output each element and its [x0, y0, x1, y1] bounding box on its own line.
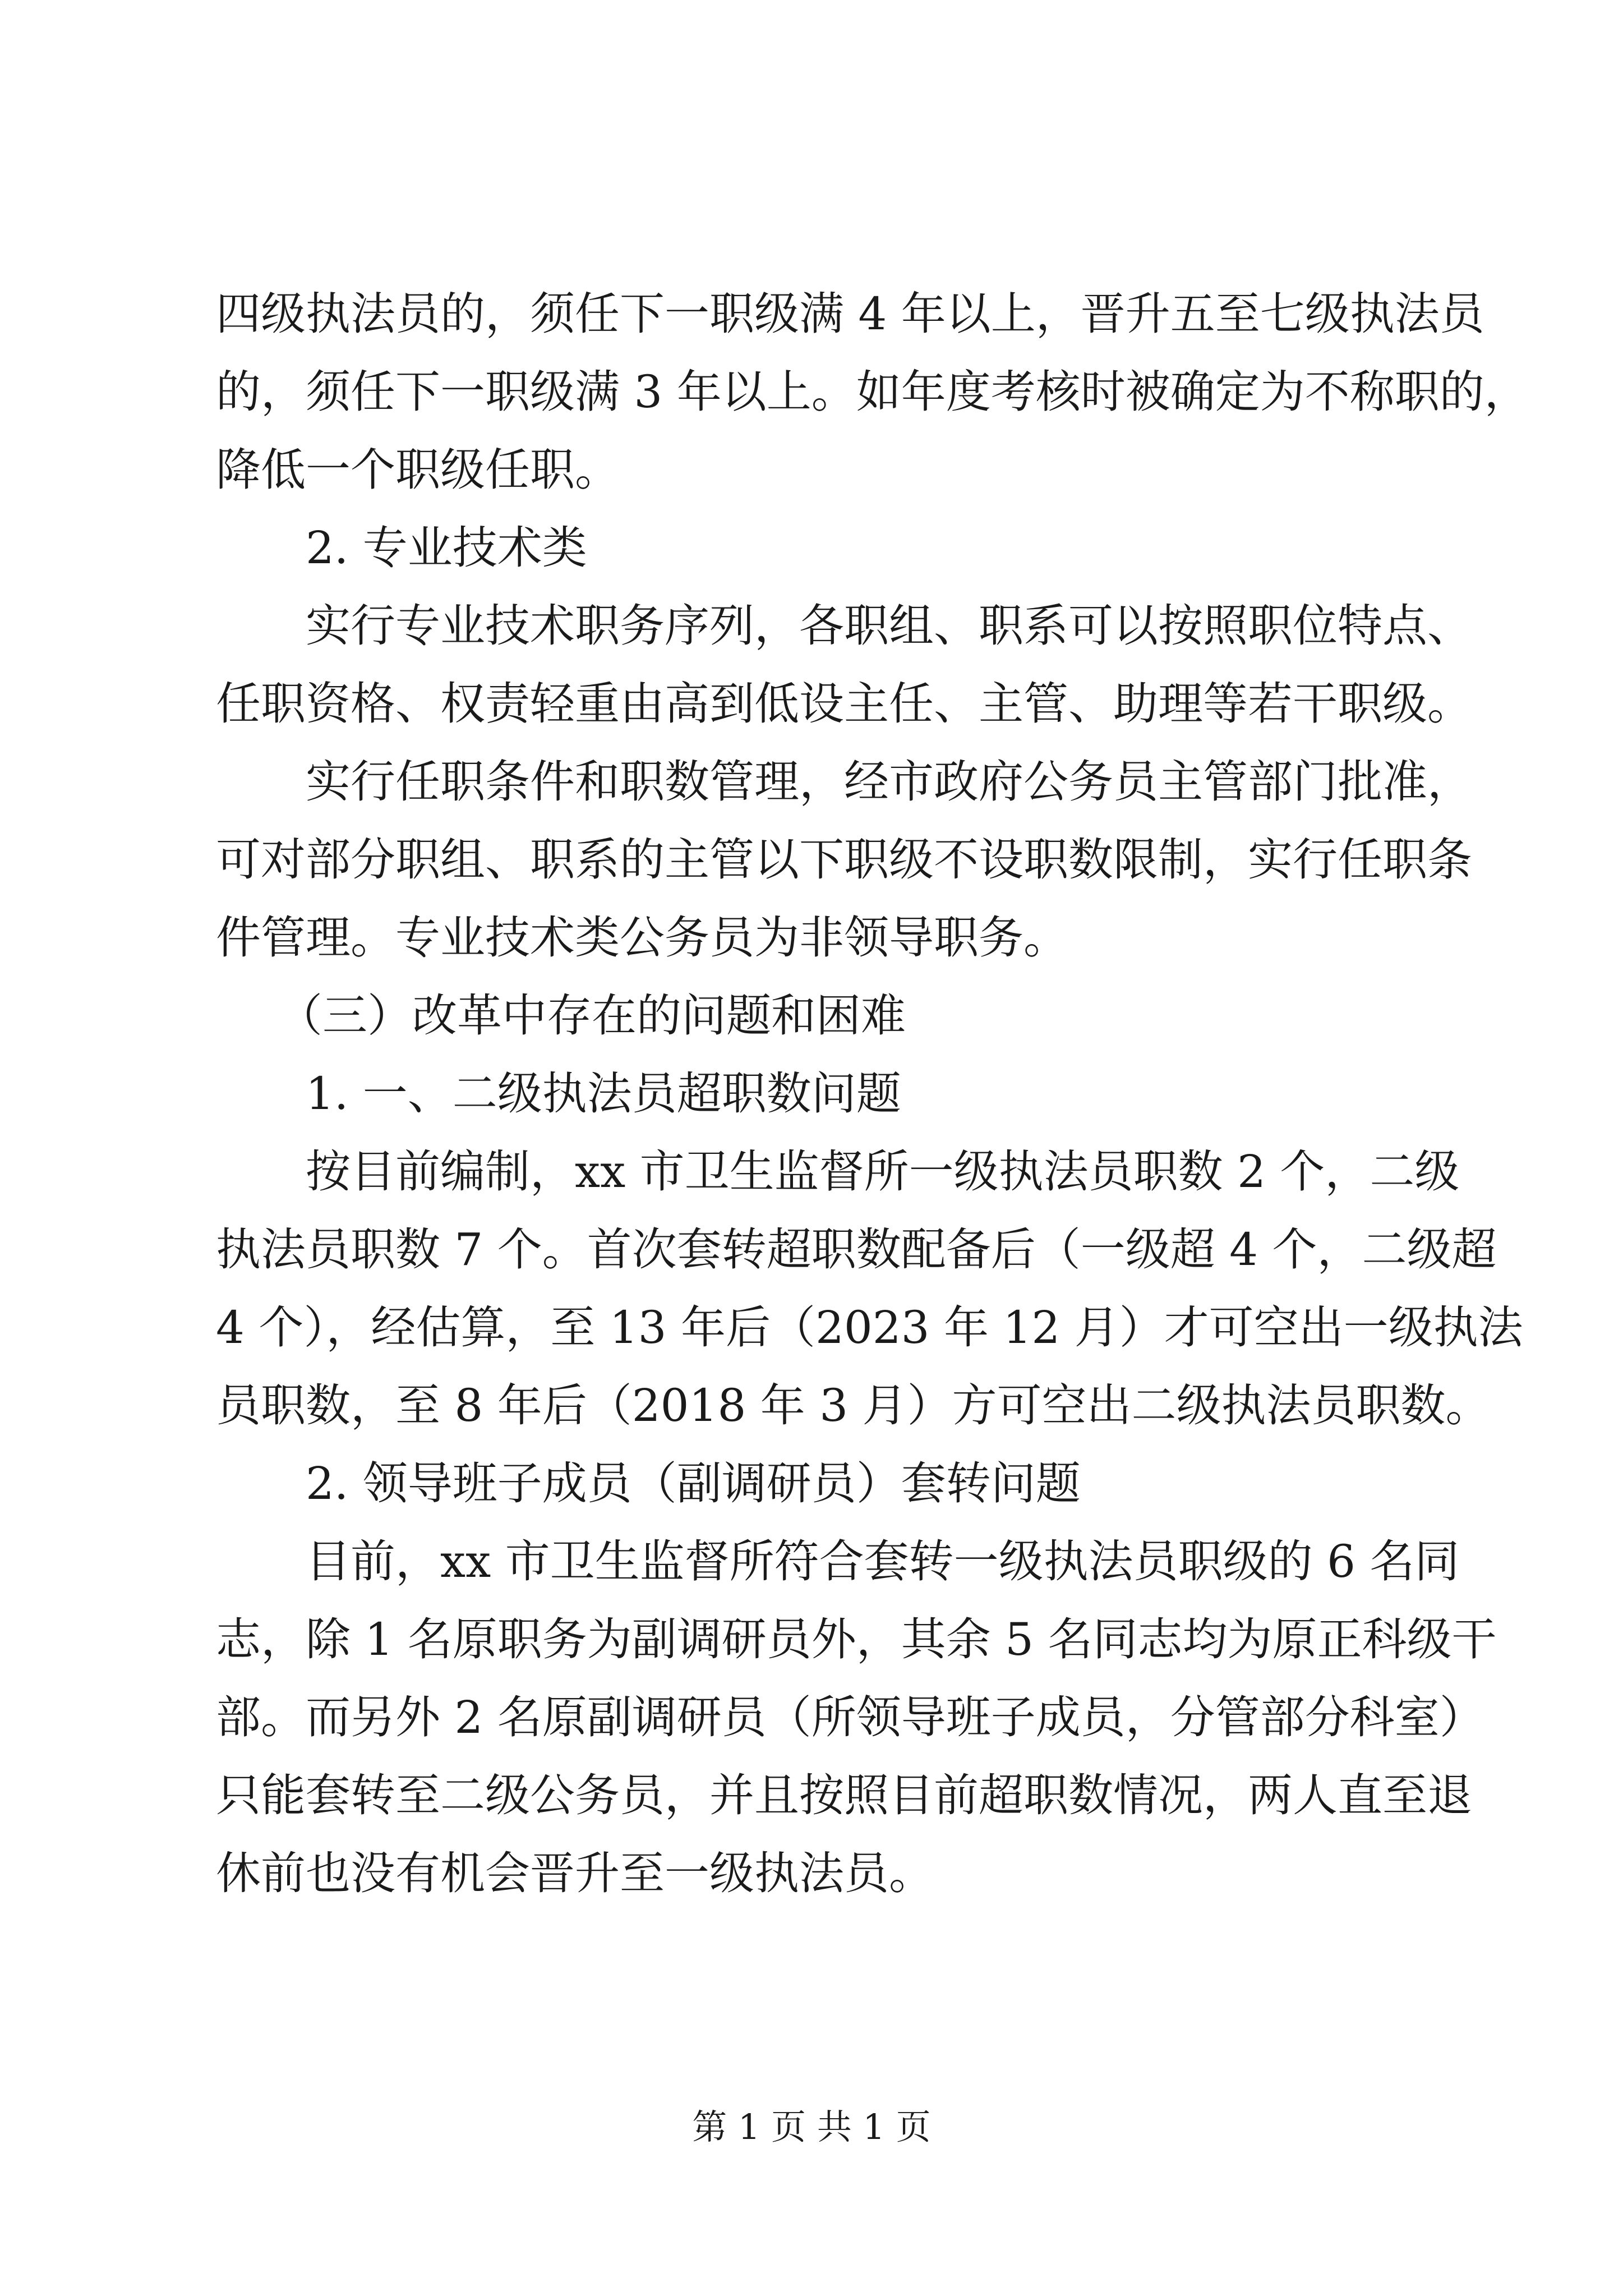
text-line: 执法员职数 7 个。首次套转超职数配备后（一级超 4 个，二级超 — [216, 1223, 1497, 1276]
text-line: 2. 专业技术类 — [306, 522, 587, 574]
paragraph-line — [216, 353, 1529, 431]
paragraph-line — [216, 743, 1472, 821]
page-number-label: 第 1 页 共 1 页 — [692, 2106, 931, 2147]
text-line: 实行任职条件和职数管理，经市政府公务员主管部门批准， — [306, 756, 1472, 808]
paragraph-line — [216, 665, 1472, 743]
paragraph-line — [216, 275, 1484, 353]
paragraph-line — [216, 1834, 1427, 1912]
text-line: 只能套转至二级公务员，并且按照目前超职数情况，两人直至退 — [216, 1769, 1472, 1821]
text-line: 的，须任下一职级满 3 年以上。如年度考核时被确定为不称职的， — [216, 366, 1529, 418]
paragraph-line — [216, 1678, 1484, 1756]
paragraph-line — [216, 899, 1427, 977]
paragraph-line — [216, 1289, 1523, 1366]
text-line: 实行专业技术职务序列，各职组、职系可以按照职位特点、 — [306, 600, 1472, 652]
paragraph-line — [216, 821, 1472, 899]
paragraph-line — [216, 977, 1427, 1055]
text-line: 目前，xx 市卫生监督所符合套转一级执法员职级的 6 名同 — [306, 1535, 1460, 1588]
text-line: 休前也没有机会晋升至一级执法员。 — [216, 1847, 934, 1899]
paragraph-line — [216, 1600, 1497, 1678]
paragraph-line — [216, 1133, 1460, 1211]
text-line: 员职数，至 8 年后（2018 年 3 月）方可空出二级执法员职数。 — [216, 1379, 1491, 1432]
text-line: 按目前编制，xx 市卫生监督所一级执法员职数 2 个，二级 — [306, 1145, 1460, 1198]
text-line: （三）改革中存在的问题和困难 — [278, 990, 906, 1042]
text-line: 志，除 1 名原职务为副调研员外，其余 5 名同志均为原正科级干 — [216, 1613, 1497, 1665]
paragraph-line — [216, 1211, 1497, 1289]
paragraph-line — [216, 1444, 1427, 1522]
page-footer — [0, 2105, 1623, 2150]
text-line: 部。而另外 2 名原副调研员（所领导班子成员，分管部分科室） — [216, 1691, 1484, 1743]
paragraph-line — [216, 1055, 1427, 1133]
text-line: 4 个），经估算，至 13 年后（2023 年 12 月）才可空出一级执法 — [216, 1301, 1523, 1354]
paragraph-line — [216, 509, 1427, 587]
paragraph-line — [216, 1756, 1472, 1834]
paragraph-line — [216, 1366, 1491, 1444]
text-line: 可对部分职组、职系的主管以下职级不设职数限制，实行任职条 — [216, 834, 1472, 886]
text-line: 1. 一、二级执法员超职数问题 — [306, 1068, 901, 1120]
text-line: 件管理。专业技术类公务员为非领导职务。 — [216, 912, 1068, 964]
text-line: 四级执法员的，须任下一职级满 4 年以上，晋升五至七级执法员 — [216, 288, 1484, 340]
text-line: 降低一个职级任职。 — [216, 444, 620, 496]
paragraph-line — [216, 587, 1472, 665]
paragraph-line — [216, 1522, 1460, 1600]
text-line: 2. 领导班子成员（副调研员）套转问题 — [306, 1457, 1081, 1510]
paragraph-line — [216, 431, 1427, 509]
document-body — [216, 275, 1529, 1912]
text-line: 任职资格、权责轻重由高到低设主任、主管、助理等若干职级。 — [216, 678, 1472, 730]
